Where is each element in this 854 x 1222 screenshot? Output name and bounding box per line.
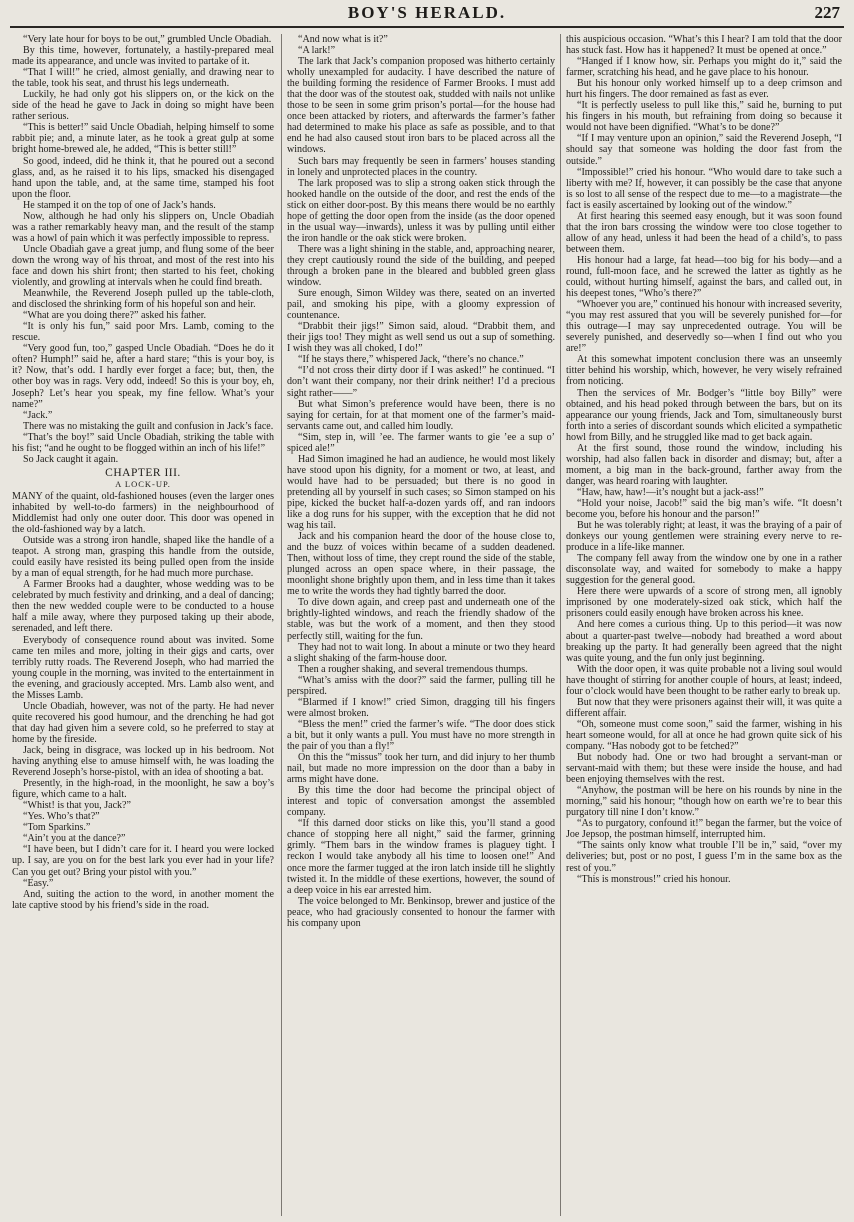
paragraph: At the first sound, those round the window, including his worship, had also fallen back in disorder and dismay; but, after a moment, a big man in the back-ground, farther away from the danger, was heard roaring with laughter.: [566, 442, 842, 487]
paragraph: Sure enough, Simon Wildey was there, seated on an inverted pail, and smoking his pipe, with a gloomy expression of countenance.: [287, 288, 555, 322]
paragraph: “What are you doing there?” asked his father.: [23, 310, 206, 322]
paragraph: By this time the door had become the principal object of interest and topic of conversation amongst the assembled company.: [287, 785, 555, 819]
paragraph: “What’s amiss with the door?” said the farmer, pulling till he perspired.: [287, 674, 555, 697]
paragraph: There was no mistaking the guilt and confusion in Jack’s face.: [23, 420, 274, 432]
paragraph: Here there were upwards of a score of strong men, all ignobly imprisoned by one moderately-sized oak stick, which half the prisoners could easily enough have broken across his knee.: [566, 586, 842, 620]
paragraph: To dive down again, and creep past and underneath one of the brightly-lighted windows, and reach the friendly shadow of the stable, was but the work of a moment, and then they stood perfectly still, waiting for the fun.: [287, 597, 555, 642]
paragraph: “That’s the boy!” said Uncle Obadiah, striking the table with his fist; “and he ought to be flogged within an inch of his life!”: [12, 431, 274, 454]
paragraph: “Very good fun, too,” gasped Uncle Obadiah. “Does he do it often? Humph!” said he, after a hard stare; “this is your boy, is it? Now, that’s odd. I hardly ever forget a face; but, then, the other boy was in rags. Very odd, indeed! So this is your boy, eh, Joseph? Let’s hear you speak, my fine fellow. What’s your name?”: [12, 343, 274, 410]
paragraph: “Ain’t you at the dance?”: [23, 833, 126, 845]
masthead-title: BOY'S HERALD.: [347, 3, 507, 22]
paragraph: “It is perfectly useless to pull like this,” said he, burning to put his fingers in his mouth, but refraining from doing so because it would not have been dignified. “What’s to be done?”: [566, 100, 842, 134]
paragraph: But his honour only worked himself up to a deep crimson and hurt his fingers. The door remained as fast as ever.: [566, 78, 842, 101]
paragraph: The lark that Jack’s companion proposed was hitherto certainly wholly unexampled for audacity. I have described the nature of the building forming the residence of Farmer Brooks. I must add that the door was of the stoutest oak, studded with nails not unlike those to be seen in some grim prison’s portal—for the house had once been attacked by rioters, and afterwards the farmer’s father had determined to make his place as safe as possible, and to that end he had also caused stout iron bars to be placed across all the windows.: [287, 56, 555, 156]
paragraph: So Jack caught it again.: [23, 453, 119, 465]
paragraph: “Oh, someone must come soon,” said the farmer, wishing in his heart someone would, for all at once he had grown quite sick of his company. “Has nobody got to be fetched?”: [566, 718, 842, 752]
paragraph: He stamped it on the top of one of Jack’s hands.: [23, 199, 216, 211]
paragraph: Presently, in the high-road, in the moonlight, he saw a boy’s figure, which came to a halt.: [12, 778, 274, 801]
paragraph: Luckily, he had only got his slippers on, or the kick on the side of the head he gave to Jack in doing so might have been rather serious.: [12, 89, 274, 123]
page-number: 227: [814, 3, 840, 22]
paragraph: The company fell away from the window one by one in a rather disconsolate way, and waited for somebody to make a happy suggestion for the general good.: [566, 553, 842, 587]
paragraph: “Haw, haw, haw!—it’s nought but a jack-ass!”: [577, 486, 764, 498]
paragraph: MANY of the quaint, old-fashioned houses (even the larger ones inhabited by well-to-do farmers) in the neighbourhood of Middlemist had only one outer door. This door was opened in the old-fashioned way by a latch.: [12, 490, 274, 536]
paragraph: “Yes. Who’s that?”: [23, 811, 100, 823]
paragraph: “As to purgatory, confound it!” began the farmer, but the voice of Joe Jepsop, the postman himself, interrupted him.: [566, 818, 842, 841]
paragraph: Everybody of consequence round about was invited. Some came ten miles and more, jolting in their gigs and carts, over terribly rutty roads. The Reverend Joseph, who had married the young couple in the morning, was invited to the entertainment in the evening, and graciously accepted. Mrs. Lamb also went, and the Misses Lamb.: [12, 634, 274, 701]
paragraph: “This is monstrous!” cried his honour.: [577, 873, 731, 885]
paragraph: The lark proposed was to slip a strong oaken stick through the hooked handle on the outside of the door, and rest the ends of the stick on either door-post. By this means there would be no earthly hope of getting the door open from the inside (as the door opened in the usual way—inwards), unless it was by pulling until either the iron handle or the oak stick were broken.: [287, 177, 555, 244]
paragraph: Now, although he had only his slippers on, Uncle Obadiah was a rather remarkably heavy man, and the result of the stamp was a howl of pain which it was perfectly impossible to repress.: [12, 210, 274, 244]
paragraph: A Farmer Brooks had a daughter, whose wedding was to be celebrated by much festivity and drinking, and a deal of dancing; then the new wedded couple were to be conducted to a house half a mile away, where they purposed taking up their abode, serenaded, and left there.: [12, 579, 274, 635]
paragraph: With the door open, it was quite probable not a living soul would have thought of stirring for another couple of hours, at least; indeed, four o’clock would have been thought to be rather early to break up.: [566, 663, 842, 697]
paragraph: Outside was a strong iron handle, shaped like the handle of a teapot. A strong man, grasping this handle from the outside, could easily have resisted its being pulled open from the inside by a man of equal strength, for he had much more purchase.: [12, 535, 274, 580]
page-header: [0, 0, 854, 30]
paragraph: “Whist! is that you, Jack?”: [23, 800, 131, 812]
paragraph: They had not to wait long. In about a minute or two they heard a slight shaking of the farm-house door.: [287, 641, 555, 664]
paragraph: But what Simon’s preference would have been, there is no saying for certain, for at that moment one of the farmer’s maid-servants came out, and called him loudly.: [287, 398, 555, 432]
paragraph: “Hanged if I know how, sir. Perhaps you might do it,” said the farmer, scratching his head, and he gave place to his honour.: [566, 56, 842, 79]
chapter-heading: CHAPTER III.: [105, 466, 181, 479]
paragraph: “Drabbit their jigs!” Simon said, aloud. “Drabbit them, and their jigs too! They might as well send us out a sup of something. I wish they was all choked, I do!”: [287, 321, 555, 355]
paragraph: But now that they were prisoners against their will, it was quite a different affair.: [566, 696, 842, 719]
paragraph: “A lark!”: [298, 45, 336, 57]
paragraph: Then a rougher shaking, and several tremendous thumps.: [298, 663, 528, 675]
paragraph: Jack and his companion heard the door of the house close to, and the buzz of voices within became of a sudden deadened. Then, without loss of time, they crept round the side of the stable, plunged across an open space where, in their passage, the moonlight shone brightly upon them, and in less time than it takes me to write the words they had tightly barred the door.: [287, 531, 555, 598]
column-divider-2: [560, 34, 561, 1216]
chapter-subheading: A LOCK-UP.: [115, 478, 171, 489]
paragraph: Had Simon imagined he had an audience, he would most likely have stood upon his dignity, for a moment or two, at least, and would have had to be persuaded; but there is no good in pretending all by yourself in such cases; so Simon stamped on his pipe, kicked the bucket half-a-dozen yards off, and ran indoors like a dog runs for his supper, with the exception that he did not wag his tail.: [287, 453, 555, 532]
paragraph: “That I will!” he cried, almost genially, and drawing near to the table, took his seat, and thrust his legs underneath.: [12, 67, 274, 90]
paragraph: Then the services of Mr. Bodger’s “little boy Billy” were obtained, and his head poked through between the bars, but on its appearance our young friends, Jack and Tom, simultaneously burst forth into a series of discordant sounds which elicited a sympathetic howl from Billy, and he struggled like mad to get back again.: [566, 387, 842, 443]
paragraph: “Jack.”: [23, 409, 53, 421]
paragraph: And, suiting the action to the word, in another moment the late captive stood by his friend’s side in the road.: [12, 888, 274, 911]
paragraph: “Blarmed if I know!” cried Simon, dragging till his fingers were almost broken.: [287, 696, 555, 719]
paragraph: Jack, being in disgrace, was locked up in his bedroom. Not having anything else to amuse himself with, he was loading the Reverend Joseph’s horse-pistol, with an idea of shooting a bat.: [12, 745, 274, 779]
paragraph: “Bless the men!” cried the farmer’s wife. “The door does stick a bit, but it only wants a pull. You must have no more strength in the pair of you than a fly!”: [287, 718, 555, 752]
paragraph: this auspicious occasion. “What’s this I hear? I am told that the door has stuck fast. How has it happened? It must be opened at once.”: [566, 34, 842, 57]
text-column-2: [287, 34, 555, 1216]
paragraph: “Very late hour for boys to be out,” grumbled Uncle Obadiah.: [23, 34, 272, 45]
paragraph: Uncle Obadiah gave a great jump, and flung some of the beer down the wrong way of his throat, and most of the rest into his face and down his shirt front; then started to his feet, choking violently, and growling at intervals when he could find breath.: [12, 243, 274, 289]
paragraph: “Anyhow, the postman will be here on his rounds by nine in the morning,” said his honour; “though how on earth we’re to bear this purgatory till nine I don’t know.”: [566, 785, 842, 819]
paragraph: “If I may venture upon an opinion,” said the Reverend Joseph, “I should say that someone was holding the door fast from the outside.”: [566, 133, 842, 167]
paragraph: “I have been, but I didn’t care for it. I heard you were locked up. I say, are you on for the best lark you ever had in your life? Can you get out? Bring your pistol with you.”: [12, 844, 274, 878]
paragraph: But he was tolerably right; at least, it was the braying of a pair of donkeys our young gentlemen were straining every nerve to re-produce in a life-like manner.: [566, 520, 842, 554]
paragraph: “I’d not cross their dirty door if I was asked!” he continued. “I don’t want their company, nor their drink neither! I’d a precious sight rather——”: [287, 365, 555, 399]
paragraph: Such bars may frequently be seen in farmers’ houses standing in lonely and unprotected places in the country.: [287, 155, 555, 178]
paragraph: “And now what is it?”: [298, 34, 388, 45]
paragraph: At first hearing this seemed easy enough, but it was soon found that the iron bars crossing the window were too close together to allow of any head, unless it had been the head of a child’s, to pass between them.: [566, 210, 842, 255]
paragraph: “If this darned door sticks on like this, you’ll stand a good chance of stopping here all night,” said the farmer, grinning grimly. “Them bars in the window frames is plaguey tight. I reckon I would take anybody all his time to loosen one!” And once more the farmer tugged at the iron latch inside till he slightly twisted it. In the middle of these exertions, however, the sound of a deep voice in his ear arrested him.: [287, 818, 555, 896]
paragraph: There was a light shining in the stable, and, approaching nearer, they crept cautiously round the side of the building, and peeped through a broken pane in the bleared and bubbled green glass window.: [287, 243, 555, 289]
paragraph: By this time, however, fortunately, a hastily-prepared meal made its appearance, and uncle was invited to partake of it.: [12, 45, 274, 68]
paragraph: “Impossible!” cried his honour. “Who would dare to take such a liberty with me? If, however, it can possibly be the case that anyone is so lost to all sense of the respect due to me—to a magistrate—the fact is easily ascertained by looking out of the window.”: [566, 166, 842, 211]
paragraph: “Easy.”: [23, 877, 54, 889]
paragraph: “If he stays there,” whispered Jack, “there’s no chance.”: [298, 354, 524, 366]
paragraph: So good, indeed, did he think it, that he poured out a second glass, and, as he raised it to his lips, smacked his disengaged hand upon the table, and, at the same time, stamped his foot upon the floor.: [12, 155, 274, 200]
paragraph: “Sim, step in, will ’ee. The farmer wants to gie ’ee a sup o’ spiced ale!”: [287, 431, 555, 454]
paragraph: “Whoever you are,” continued his honour with increased severity, “you may rest assured that you will be severely punished for—for this outrage—I may say unprecedented outrage. You will be severely punished, and deservedly so—when I find out who you are!”: [566, 299, 842, 355]
paragraph: “It is only his fun,” said poor Mrs. Lamb, coming to the rescue.: [12, 321, 274, 344]
paragraph: Uncle Obadiah, however, was not of the party. He had never quite recovered his good humour, and the drenching he had got that day had given him a severe cold, so he preferred to stay at home by the fireside.: [12, 700, 274, 745]
header-rule: [10, 26, 844, 28]
paragraph: “Hold your noise, Jacob!” said the big man’s wife. “It doesn’t become you, before his honour and the parson!”: [566, 497, 842, 521]
text-column-1: [12, 34, 274, 1216]
paragraph: Meanwhile, the Reverend Joseph pulled up the table-cloth, and disclosed the shrinking form of his hopeful son and heir.: [12, 288, 274, 311]
column-divider-1: [281, 34, 282, 1216]
paragraph: But nobody had. One or two had brought a servant-man or servant-maid with them; but these were inside the house, and had been enjoying themselves with the rest.: [566, 752, 842, 786]
paragraph: His honour had a large, fat head—too big for his body—and a round, full-moon face, and he screwed the latter as tightly as he could, without hurting himself, against the bars, and called out, in his deepest tones, “Who’s there?”: [566, 254, 842, 300]
paragraph: “The saints only know what trouble I’ll be in,” said, “over my deliveries; but, post or no post, I guess I’m in the same box as the rest of you.”: [566, 840, 842, 874]
paragraph: “This is better!” said Uncle Obadiah, helping himself to some rabbit pie; and, a minute later, as he took a great gulp at some bright home-brewed ale, he added, “This is better still!”: [12, 122, 274, 156]
paragraph: “Tom Sparkins.”: [23, 822, 91, 834]
paragraph: And here comes a curious thing. Up to this period—it was now about a quarter-past twelve—nobody had breathed a word about breaking up the party. It had generally been agreed that the night was quite young, and the fun only just beginning.: [566, 619, 842, 664]
paragraph: The voice belonged to Mr. Benkinsop, brewer and justice of the peace, who had graciously consented to honour the farmer with his company upon: [287, 895, 555, 929]
text-column-3: [566, 34, 842, 1216]
paragraph: On this the “missus” took her turn, and did injury to her thumb nail, but made no more impression on the door than a baby in arms might have done.: [287, 752, 555, 786]
paragraph: At this somewhat impotent conclusion there was an unseemly titter behind his worship, which, however, he very wisely refrained from noticing.: [566, 354, 842, 388]
